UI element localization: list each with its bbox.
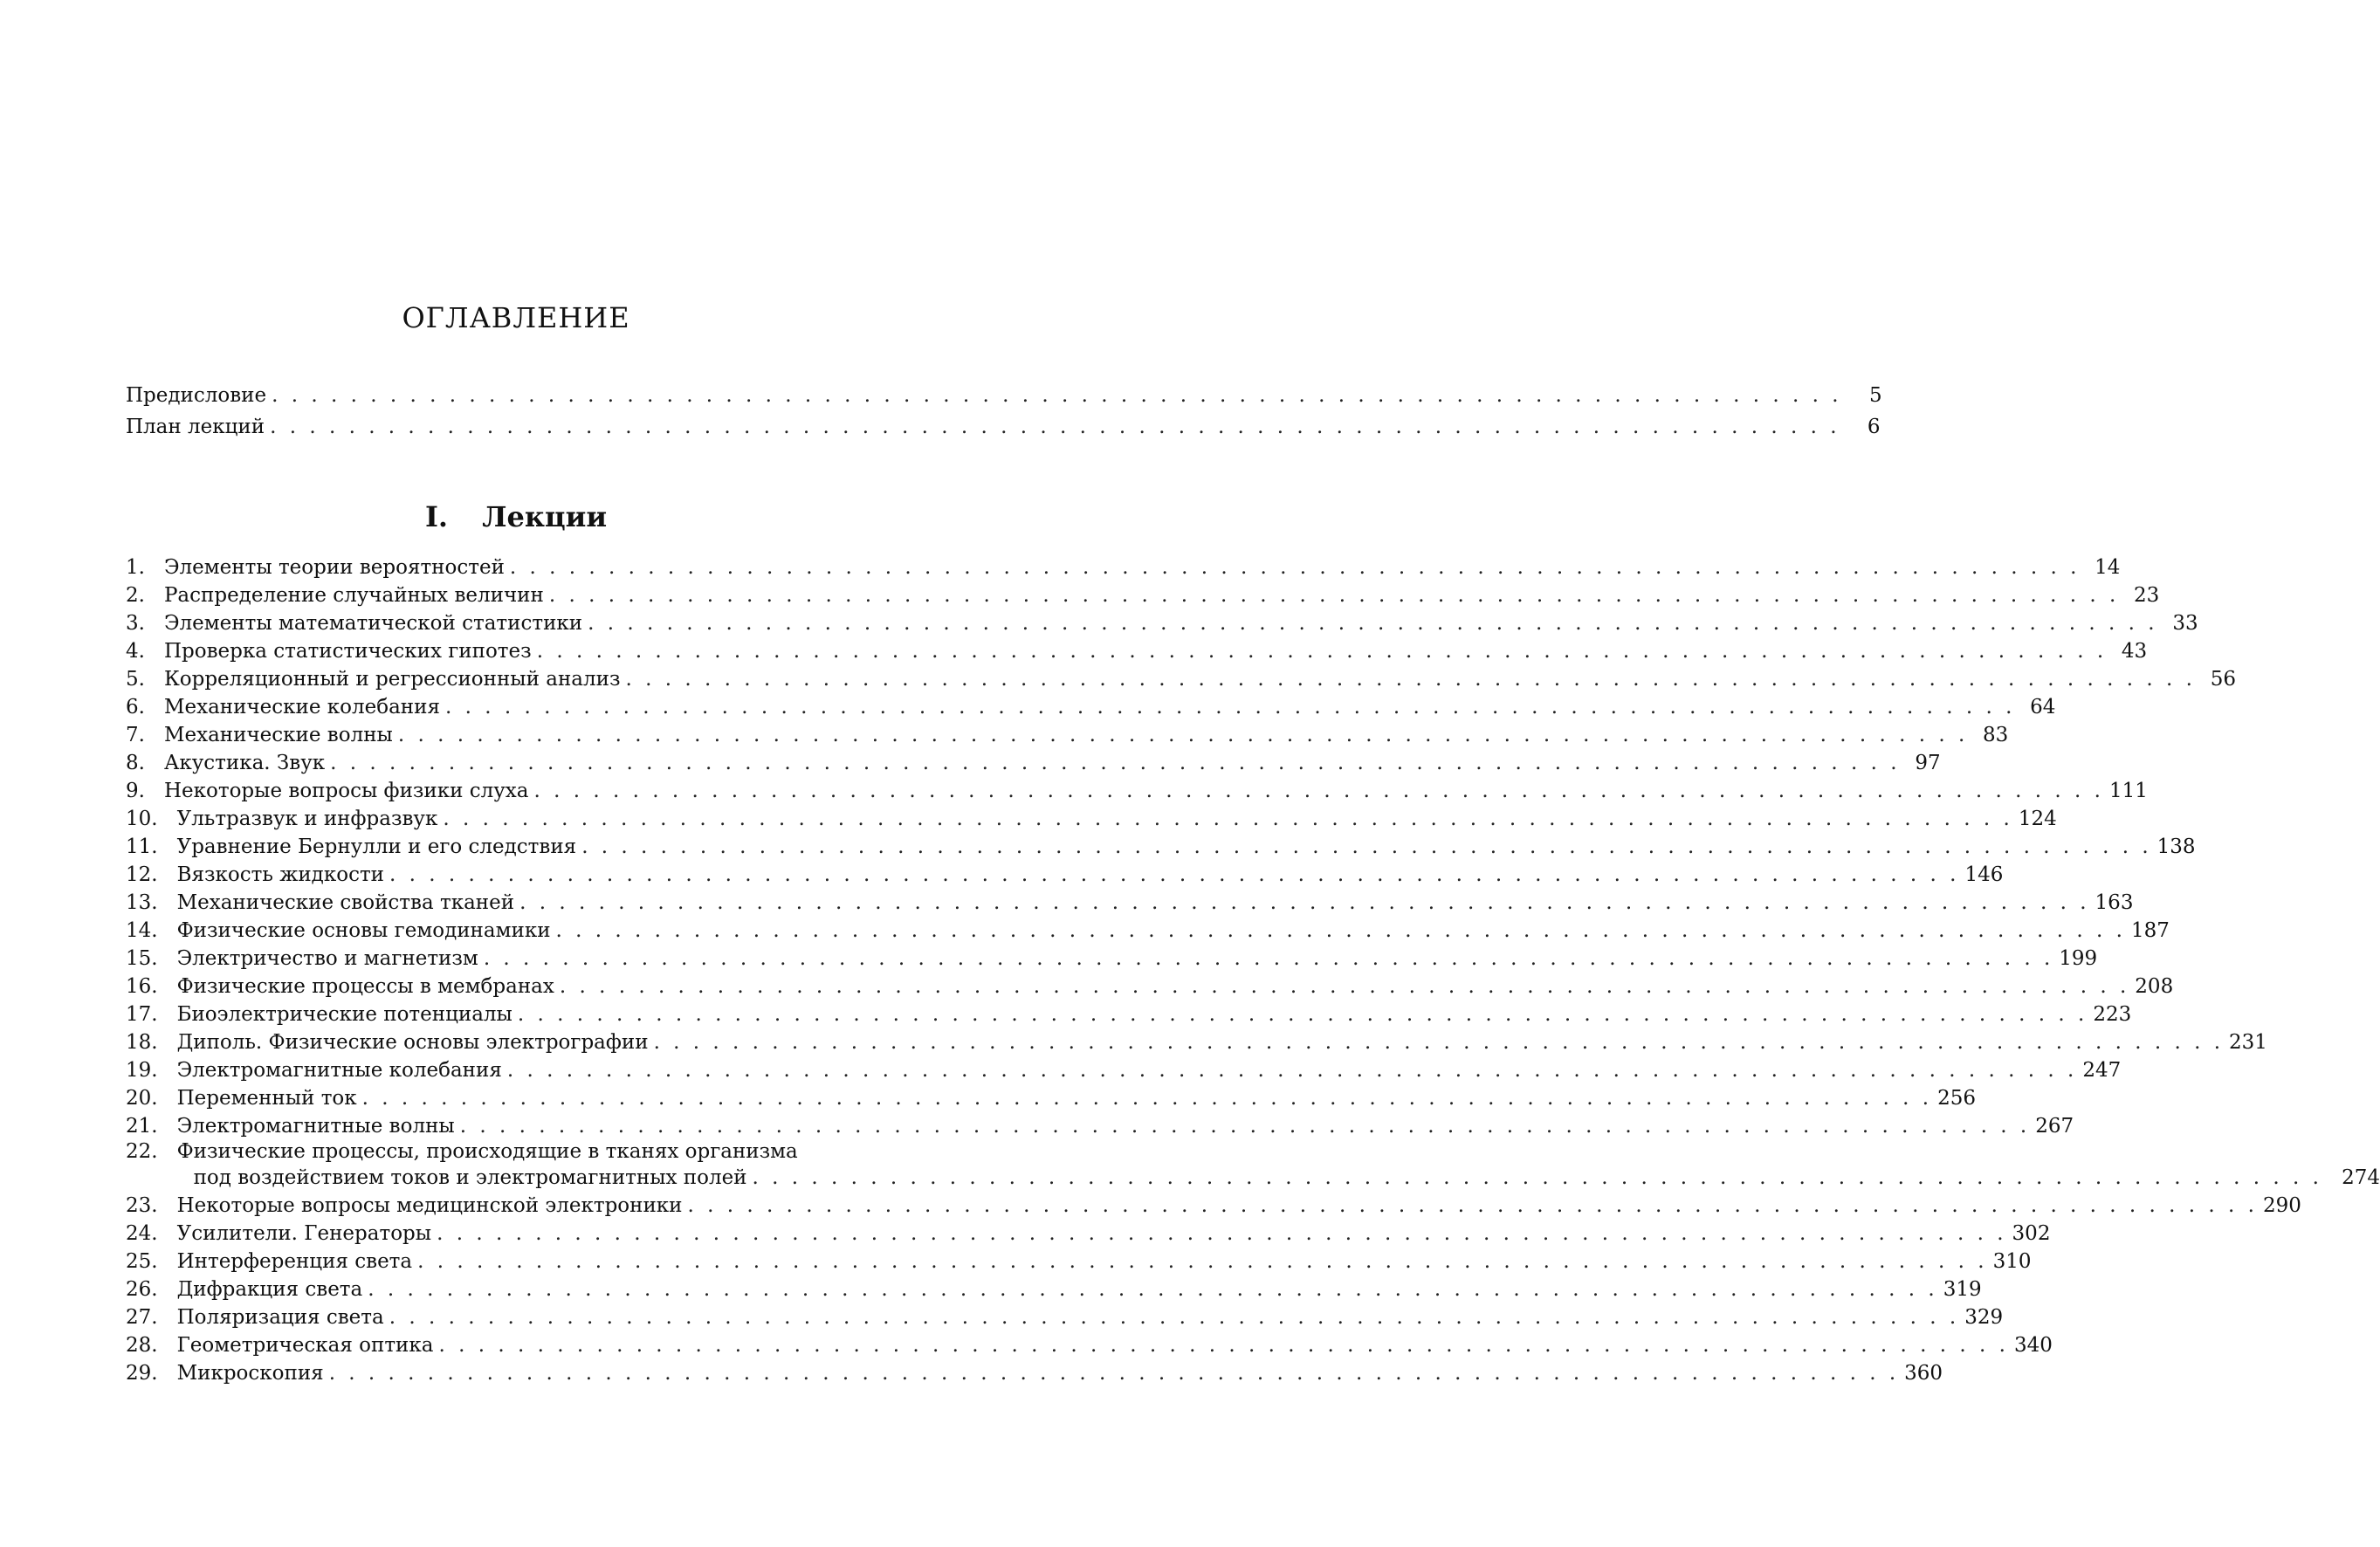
entry-page: 329: [1964, 1306, 2004, 1329]
entry-number: 14.: [126, 919, 158, 942]
entry-number: 15.: [126, 947, 158, 970]
entry-number: 5.: [126, 668, 145, 691]
dot-leader: . . . . . . . . . . . . . . . . . . . . . . . . . . . . . . . . . . . . . . . . . . . . . . . . . . . . . . . . . . . . . . . . . . . . . . . . . . . . . . . .: [536, 640, 2108, 663]
entry-page: 138: [2156, 835, 2196, 858]
entry-title: План лекций: [126, 416, 265, 438]
entry-title: Механические колебания: [163, 696, 440, 718]
entry-title: Биоэлектрические потенциалы: [176, 1003, 512, 1026]
entry-number: 7.: [126, 724, 145, 746]
entry-title-line1: Физические процессы, происходящие в тканях организма: [176, 1140, 798, 1163]
page-title: ОГЛАВЛЕНИЕ: [402, 301, 630, 334]
entry-page: 360: [1904, 1362, 1943, 1385]
entry-page: 6: [1867, 416, 1881, 438]
entry-page: 146: [1964, 863, 2004, 886]
entry-page: 187: [2131, 919, 2170, 942]
toc-entry-lecture[interactable]: [126, 805, 2057, 833]
entry-title-line2: под воздействием токов и электромагнитных полей: [193, 1166, 747, 1189]
dot-leader: . . . . . . . . . . . . . . . . . . . . . . . . . . . . . . . . . . . . . . . . . . . . . . . . . . . . . . . . . . . . . . . . . . . . . . . . . . . . . . . .: [389, 1306, 1960, 1329]
dot-leader: . . . . . . . . . . . . . . . . . . . . . . . . . . . . . . . . . . . . . . . . . . . . . . . . . . . . . . . . . . . . . . . . . . . . . . . . . . . . . . . .: [581, 835, 2152, 858]
toc-entry-lecture[interactable]: [126, 945, 2098, 973]
toc-entry-lecture[interactable]: [126, 1331, 2053, 1359]
entry-title: Корреляционный и регрессионный анализ: [163, 668, 621, 691]
entry-number: 13.: [126, 891, 158, 914]
toc-entry-lecture[interactable]: [126, 553, 2121, 581]
entry-title: Уравнение Бернулли и его следствия: [176, 835, 577, 858]
dot-leader: . . . . . . . . . . . . . . . . . . . . . . . . . . . . . . . . . . . . . . . . . . . . . . . . . . . . . . . . . . . . . . . . . . . . . . . . . . . . . . . .: [437, 1222, 2007, 1245]
entry-title: Вязкость жидкости: [176, 863, 385, 886]
entry-title: Акустика. Звук: [163, 752, 326, 774]
entry-title: Поляризация света: [176, 1306, 384, 1329]
entry-title: Электричество и магнетизм: [176, 947, 478, 970]
toc-entry-lecture[interactable]: [126, 833, 2196, 861]
entry-page: 302: [2012, 1222, 2051, 1245]
toc-entry-lecture[interactable]: [126, 1192, 2301, 1220]
dot-leader: . . . . . . . . . . . . . . . . . . . . . . . . . . . . . . . . . . . . . . . . . . . . . . . . . . . . . . . . . . . . . . . . . . . . . . . . . . . . . . . .: [417, 1250, 1988, 1273]
entry-number: 2.: [126, 584, 145, 607]
part-title: Лекции: [482, 500, 608, 533]
entry-title: Электромагнитные колебания: [176, 1059, 502, 1082]
entry-number: 28.: [126, 1334, 158, 1357]
dot-leader: . . . . . . . . . . . . . . . . . . . . . . . . . . . . . . . . . . . . . . . . . . . . . . . . . . . . . . . . . . . . . . . . . . . . . . . . . . . . . . . .: [588, 612, 2158, 635]
dot-leader: . . . . . . . . . . . . . . . . . . . . . . . . . . . . . . . . . . . . . . . . . . . . . . . . . . . . . . . . . . . . . . . . . . . . . . . . . . . . . . . .: [752, 1166, 2322, 1189]
entry-page: 290: [2262, 1194, 2301, 1217]
entry-page: 231: [2229, 1031, 2267, 1054]
entry-title: Ультразвук и инфразвук: [176, 808, 438, 830]
dot-leader: . . . . . . . . . . . . . . . . . . . . . . . . . . . . . . . . . . . . . . . . . . . . . . . . . . . . . . . . . . . . . . . . . . . . . . . . . . . . . . . .: [687, 1194, 2258, 1217]
part-number: I.: [424, 500, 449, 533]
dot-leader: . . . . . . . . . . . . . . . . . . . . . . . . . . . . . . . . . . . . . . . . . . . . . . . . . . . . . . . . . . . . . . . . . . . . . . . . . . . . . . . .: [443, 808, 2013, 830]
entry-title: Предисловие: [126, 384, 267, 407]
toc-entry-lecture[interactable]: [126, 1303, 2004, 1331]
toc-entry-lecture[interactable]: [126, 1359, 1943, 1387]
entry-title: Дифракция света: [176, 1278, 363, 1301]
entry-number: 27.: [126, 1306, 158, 1329]
entry-number: 29.: [126, 1362, 158, 1385]
entry-number: 10.: [126, 808, 158, 830]
entry-title: Переменный ток: [176, 1087, 357, 1110]
entry-page: 124: [2018, 808, 2057, 830]
toc-entry-lecture[interactable]: [126, 889, 2134, 917]
dot-leader: . . . . . . . . . . . . . . . . . . . . . . . . . . . . . . . . . . . . . . . . . . . . . . . . . . . . . . . . . . . . . . . . . . . . . . . . . . . . . . . .: [483, 947, 2054, 970]
entry-title: Элементы теории вероятностей: [163, 556, 505, 579]
dot-leader: . . . . . . . . . . . . . . . . . . . . . . . . . . . . . . . . . . . . . . . . . . . . . . . . . . . . . . . . . . . . . . . . . . . . . . . . . . . . . . . .: [509, 556, 2081, 579]
entry-page: 319: [1943, 1278, 1982, 1301]
dot-leader: . . . . . . . . . . . . . . . . . . . . . . . . . . . . . . . . . . . . . . . . . . . . . . . . . . . . . . . . . . . . . . . . . . . . . . . . . . . . . . . .: [330, 752, 1901, 774]
toc-entry-lecture[interactable]: [126, 1000, 2132, 1028]
entry-title: Распределение случайных величин: [163, 584, 544, 607]
entry-title: Механические свойства тканей: [176, 891, 515, 914]
entry-page: 64: [2030, 696, 2056, 718]
entry-number: 9.: [126, 780, 145, 802]
dot-leader: . . . . . . . . . . . . . . . . . . . . . . . . . . . . . . . . . . . . . . . . . . . . . . . . . . . . . . . . . . . . . . . . . . . . . . . . . . . . . . . .: [270, 416, 1840, 438]
toc-entry-lecture[interactable]: [126, 1028, 2267, 1056]
entry-page: 310: [1992, 1250, 2032, 1273]
entry-page: 83: [1983, 724, 2009, 746]
entry-page: 111: [2108, 780, 2148, 802]
entry-page: 223: [2093, 1003, 2132, 1026]
toc-entry-lecture[interactable]: [126, 777, 2148, 805]
toc-entry-lecture[interactable]: [126, 861, 2004, 889]
entry-number: 16.: [126, 975, 158, 998]
dot-leader: . . . . . . . . . . . . . . . . . . . . . . . . . . . . . . . . . . . . . . . . . . . . . . . . . . . . . . . . . . . . . . . . . . . . . . . . . . . . . . . .: [368, 1278, 1938, 1301]
entry-number: 20.: [126, 1087, 158, 1110]
entry-page: 208: [2135, 975, 2174, 998]
entry-page: 256: [1937, 1087, 1977, 1110]
entry-number: 26.: [126, 1278, 158, 1301]
toc-entry-lecture[interactable]: [126, 1056, 2122, 1084]
entry-page: 5: [1868, 384, 1882, 407]
dot-leader: . . . . . . . . . . . . . . . . . . . . . . . . . . . . . . . . . . . . . . . . . . . . . . . . . . . . . . . . . . . . . . . . . . . . . . . . . . . . . . . .: [459, 1115, 2031, 1138]
entry-number: 25.: [126, 1250, 158, 1273]
dot-leader: . . . . . . . . . . . . . . . . . . . . . . . . . . . . . . . . . . . . . . . . . . . . . . . . . . . . . . . . . . . . . . . . . . . . . . . . . . . . . . . .: [397, 724, 1969, 746]
entry-page: 163: [2095, 891, 2134, 914]
entry-number: 1.: [126, 556, 145, 579]
entry-title: Геометрическая оптика: [176, 1334, 434, 1357]
toc-entry-lecture[interactable]: [126, 749, 1941, 777]
entry-title: Электромагнитные волны: [176, 1115, 455, 1138]
toc-entry-lecture[interactable]: [126, 917, 2170, 945]
part-heading: [0, 500, 1032, 533]
toc-entry-lecture[interactable]: [126, 609, 2198, 637]
entry-page: 43: [2121, 640, 2148, 663]
dot-leader: . . . . . . . . . . . . . . . . . . . . . . . . . . . . . . . . . . . . . . . . . . . . . . . . . . . . . . . . . . . . . . . . . . . . . . . . . . . . . . . .: [506, 1059, 2078, 1082]
dot-leader: . . . . . . . . . . . . . . . . . . . . . . . . . . . . . . . . . . . . . . . . . . . . . . . . . . . . . . . . . . . . . . . . . . . . . . . . . . . . . . . .: [519, 891, 2090, 914]
entry-number: 11.: [126, 835, 158, 858]
toc-entry-lecture-plan[interactable]: [126, 411, 1881, 443]
dot-leader: . . . . . . . . . . . . . . . . . . . . . . . . . . . . . . . . . . . . . . . . . . . . . . . . . . . . . . . . . . . . . . . . . . . . . . . . . . . . . . . .: [625, 668, 2196, 691]
toc-entry-lecture[interactable]: [126, 581, 2160, 609]
entry-page: 247: [2082, 1059, 2122, 1082]
toc-entry-lecture[interactable]: [126, 1275, 1982, 1303]
entry-number: 19.: [126, 1059, 158, 1082]
entry-page: 199: [2059, 947, 2098, 970]
entry-number: 4.: [126, 640, 145, 663]
entry-title: Физические основы гемодинамики: [176, 919, 551, 942]
entry-page: 23: [2134, 584, 2160, 607]
entry-title: Механические волны: [163, 724, 393, 746]
entry-page: 340: [2013, 1334, 2053, 1357]
entry-number: 17.: [126, 1003, 158, 1026]
dot-leader: . . . . . . . . . . . . . . . . . . . . . . . . . . . . . . . . . . . . . . . . . . . . . . . . . . . . . . . . . . . . . . . . . . . . . . . . . . . . . . . .: [444, 696, 2016, 718]
entry-page: 267: [2035, 1115, 2074, 1138]
entry-page: 14: [2095, 556, 2121, 579]
dot-leader: . . . . . . . . . . . . . . . . . . . . . . . . . . . . . . . . . . . . . . . . . . . . . . . . . . . . . . . . . . . . . . . . . . . . . . . . . . . . . . . .: [389, 863, 1960, 886]
dot-leader: . . . . . . . . . . . . . . . . . . . . . . . . . . . . . . . . . . . . . . . . . . . . . . . . . . . . . . . . . . . . . . . . . . . . . . . . . . . . . . . .: [555, 919, 2126, 942]
dot-leader: . . . . . . . . . . . . . . . . . . . . . . . . . . . . . . . . . . . . . . . . . . . . . . . . . . . . . . . . . . . . . . . . . . . . . . . . . . . . . . . .: [548, 584, 2120, 607]
entry-title: Проверка статистических гипотез: [163, 640, 532, 663]
toc-entry-lecture[interactable]: [126, 637, 2148, 665]
entry-number: 12.: [126, 863, 158, 886]
entry-title: Микроскопия: [176, 1362, 324, 1385]
dot-leader: . . . . . . . . . . . . . . . . . . . . . . . . . . . . . . . . . . . . . . . . . . . . . . . . . . . . . . . . . . . . . . . . . . . . . . . . . . . . . . . .: [438, 1334, 2009, 1357]
entry-title: Элементы математической статистики: [163, 612, 583, 635]
toc-entry-preface[interactable]: [126, 380, 1882, 411]
entry-title: Физические процессы в мембранах: [176, 975, 554, 998]
toc-entry-lecture[interactable]: [126, 1220, 2051, 1248]
entry-title: Усилители. Генераторы: [176, 1222, 432, 1245]
toc-entry-lecture[interactable]: [126, 973, 2174, 1000]
dot-leader: . . . . . . . . . . . . . . . . . . . . . . . . . . . . . . . . . . . . . . . . . . . . . . . . . . . . . . . . . . . . . . . . . . . . . . . . . . . . . . . .: [533, 780, 2104, 802]
toc-entry-lecture[interactable]: [126, 721, 2009, 749]
entry-title: Некоторые вопросы физики слуха: [163, 780, 529, 802]
entry-number: 21.: [126, 1115, 158, 1138]
toc-entry-lecture[interactable]: [126, 1248, 2032, 1275]
entry-number: 6.: [126, 696, 145, 718]
entry-title: Некоторые вопросы медицинской электроники: [176, 1194, 683, 1217]
entry-page: 274: [2342, 1166, 2380, 1189]
entry-number: 3.: [126, 612, 145, 635]
entry-page: 33: [2172, 612, 2198, 635]
dot-leader: . . . . . . . . . . . . . . . . . . . . . . . . . . . . . . . . . . . . . . . . . . . . . . . . . . . . . . . . . . . . . . . . . . . . . . . . . . . . . . . .: [653, 1031, 2225, 1054]
entry-number: 23.: [126, 1194, 158, 1217]
toc-entry-lecture[interactable]: [126, 1084, 1977, 1112]
entry-page: 97: [1915, 752, 1941, 774]
toc-entry-lecture[interactable]: [126, 665, 2236, 693]
dot-leader: . . . . . . . . . . . . . . . . . . . . . . . . . . . . . . . . . . . . . . . . . . . . . . . . . . . . . . . . . . . . . . . . . . . . . . . . . . . . . . . .: [517, 1003, 2088, 1026]
dot-leader: . . . . . . . . . . . . . . . . . . . . . . . . . . . . . . . . . . . . . . . . . . . . . . . . . . . . . . . . . . . . . . . . . . . . . . . . . . . . . . . .: [328, 1362, 1900, 1385]
dot-leader: . . . . . . . . . . . . . . . . . . . . . . . . . . . . . . . . . . . . . . . . . . . . . . . . . . . . . . . . . . . . . . . . . . . . . . . . . . . . . . . .: [361, 1087, 1933, 1110]
toc-entry-lecture[interactable]: [126, 693, 2056, 721]
entry-title: Интерференция света: [176, 1250, 413, 1273]
dot-leader: . . . . . . . . . . . . . . . . . . . . . . . . . . . . . . . . . . . . . . . . . . . . . . . . . . . . . . . . . . . . . . . . . . . . . . . . . . . . . . . .: [272, 384, 1842, 407]
toc-entry-lecture[interactable]: [126, 1140, 2380, 1192]
entry-number: 24.: [126, 1222, 158, 1245]
entry-number: 22.: [126, 1140, 158, 1163]
front-matter-list: [126, 380, 1882, 443]
entry-page: 56: [2210, 668, 2236, 691]
lecture-list: [126, 553, 2380, 1387]
entry-number: 18.: [126, 1031, 158, 1054]
entry-number: 8.: [126, 752, 145, 774]
dot-leader: . . . . . . . . . . . . . . . . . . . . . . . . . . . . . . . . . . . . . . . . . . . . . . . . . . . . . . . . . . . . . . . . . . . . . . . . . . . . . . . .: [559, 975, 2130, 998]
entry-title: Диполь. Физические основы электрографии: [176, 1031, 649, 1054]
toc-entry-lecture[interactable]: [126, 1112, 2074, 1140]
